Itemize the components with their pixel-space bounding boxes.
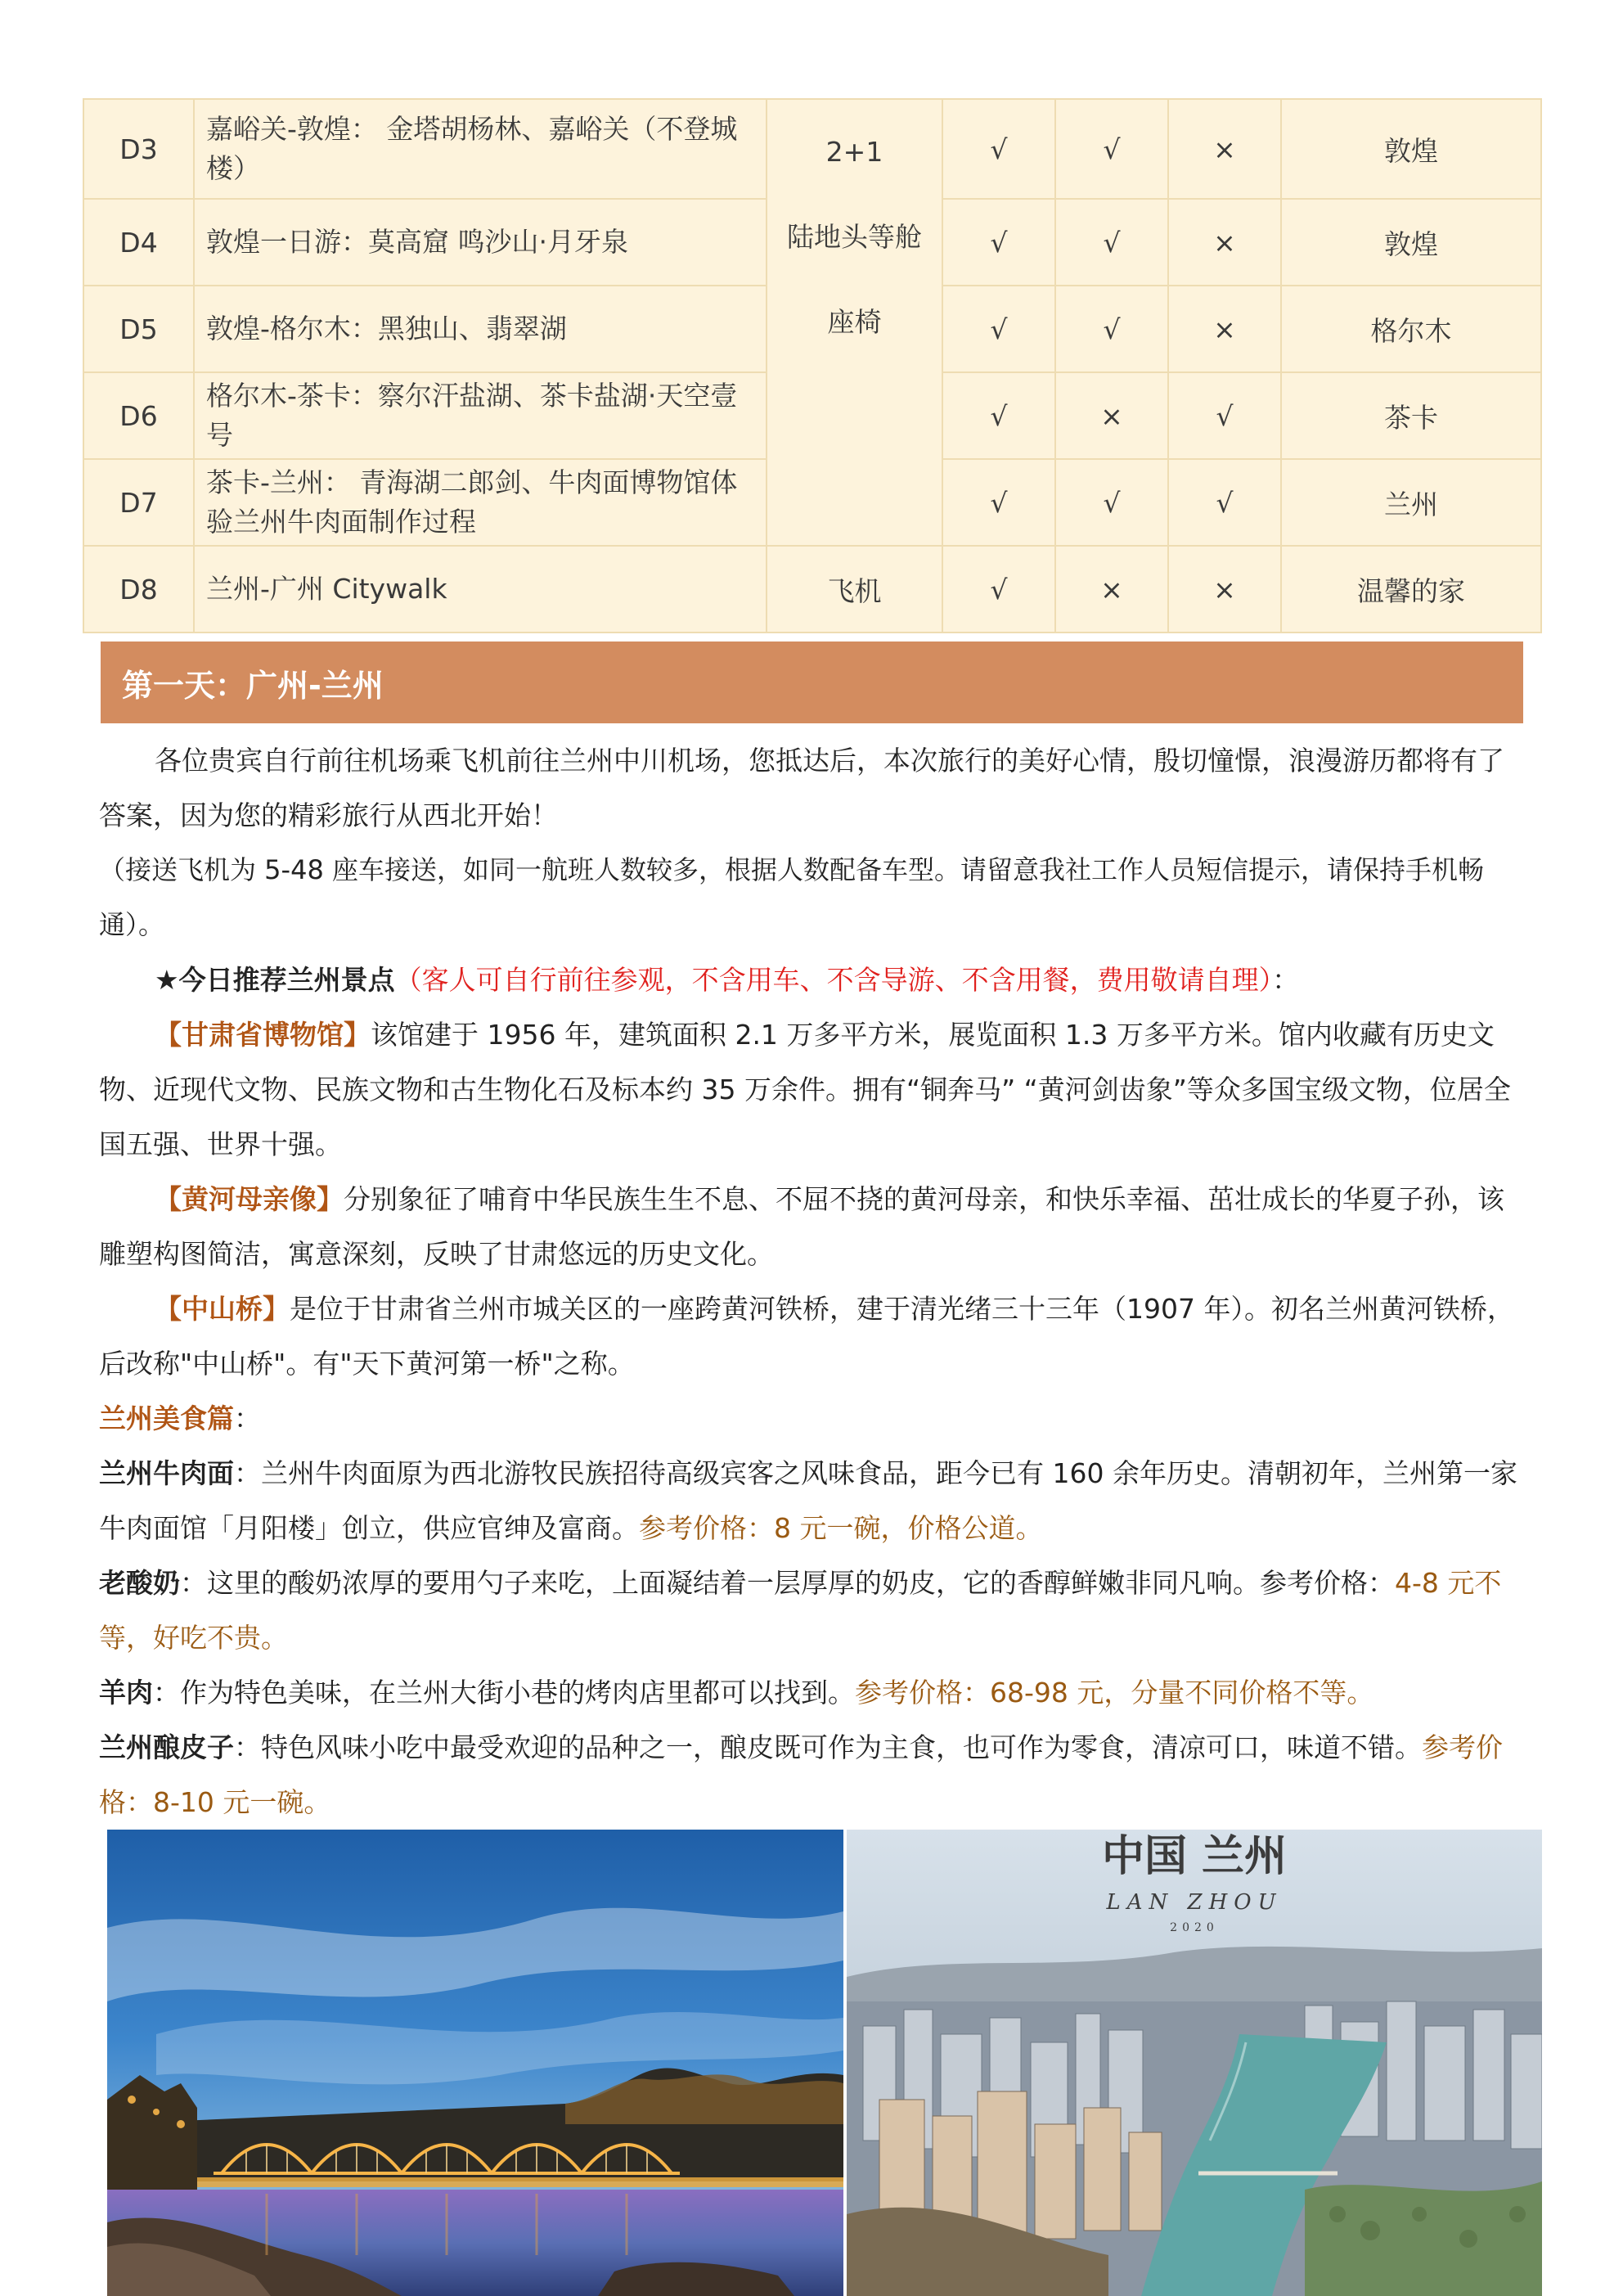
bridge-illustration [107,1830,843,2296]
meal-cell: √ [942,546,1055,633]
food-desc: ：兰州牛肉面原为西北游牧民族招待高级宾客之风味食品，距今已有 160 余年历史。清朝初年，兰州第一家牛肉面馆「月阳楼」创立，供应官绅及富商。 [99,1457,1517,1544]
stay-cell: 格尔木 [1281,286,1541,372]
food-title-line [99,1391,1526,1446]
day-title: 第一天：广州-兰州 [122,667,384,704]
food-name: 羊肉 [99,1677,153,1708]
intro-paragraph: 各位贵宾自行前往机场乘飞机前往兰州中川机场，您抵达后，本次旅行的美好心情，殷切憧憬，浪漫游历都将有了答案，因为您的精彩旅行从西北开始！ [99,745,1504,831]
day-cell: D4 [83,199,194,286]
route-cell: 敦煌一日游：莫高窟 鸣沙山·月牙泉 [194,199,767,286]
meal-cell: √ [1055,286,1168,372]
attraction-desc: 分别象征了哺育中华民族生生不息、不屈不挠的黄河母亲，和快乐幸福、茁壮成长的华夏子孙，该雕塑构图简洁，寓意深刻，反映了甘肃悠远的历史文化。 [99,1183,1504,1270]
day-cell: D8 [83,546,194,633]
route-cell: 茶卡-兰州： 青海湖二郎剑、牛肉面博物馆体验兰州牛肉面制作过程 [194,459,767,546]
meal-cell: × [1168,99,1281,199]
route-cell: 嘉峪关-敦煌： 金塔胡杨林、嘉峪关（不登城楼） [194,99,767,199]
transport-cell: 飞机 [767,546,942,633]
food-price: 参考价格：8 元一碗，价格公道。 [639,1512,1043,1544]
stay-cell: 温馨的家 [1281,546,1541,633]
food-name: 兰州牛肉面 [99,1457,234,1489]
photo-title: 中国 兰州 [1101,1831,1288,1881]
table-row [83,99,1541,199]
attraction-paragraph [99,1281,1526,1391]
meal-cell: √ [1055,459,1168,546]
meal-cell: √ [1055,199,1168,286]
attraction-name: 【黄河母亲像】 [155,1183,344,1215]
recommendation-label: ★今日推荐兰州景点 [155,964,395,996]
table-row [83,546,1541,633]
city-illustration [847,1830,1542,2296]
attraction-name: 【中山桥】 [155,1293,290,1325]
day-cell: D7 [83,459,194,546]
food-desc: ：作为特色美味，在兰州大街小巷的烤肉店里都可以找到。 [153,1677,855,1708]
stay-cell: 敦煌 [1281,99,1541,199]
lanzhou-city-photo [847,1830,1542,2296]
stay-cell: 兰州 [1281,459,1541,546]
food-item [99,1555,1526,1665]
transport-line: 陆地头等舱 [787,221,922,253]
meal-cell: √ [1168,459,1281,546]
day-content [99,733,1526,1830]
meal-cell: × [1168,199,1281,286]
route-cell: 格尔木-茶卡：察尔汗盐湖、茶卡盐湖·天空壹号 [194,372,767,459]
meal-cell: √ [942,372,1055,459]
recommendation-line [99,952,1526,1007]
food-item [99,1446,1526,1555]
meal-cell: × [1055,546,1168,633]
transport-cell [767,99,942,546]
food-name: 老酸奶 [99,1567,180,1599]
attraction-paragraph [99,1172,1526,1281]
food-item [99,1665,1526,1720]
itinerary-table [83,98,1542,633]
meal-cell: √ [942,286,1055,372]
stay-cell: 敦煌 [1281,199,1541,286]
food-desc: ：这里的酸奶浓厚的要用勺子来吃，上面凝结着一层厚厚的奶皮，它的香醇鲜嫩非同凡响。参考价格： [180,1567,1395,1599]
route-cell: 敦煌-格尔木：黑独山、翡翠湖 [194,286,767,372]
day-cell: D3 [83,99,194,199]
attraction-paragraph [99,1007,1526,1172]
attraction-name: 【甘肃省博物馆】 [155,1019,371,1051]
stay-cell: 茶卡 [1281,372,1541,459]
route-cell: 兰州-广州 Citywalk [194,546,767,633]
meal-cell: √ [1168,372,1281,459]
transport-line: 2+1 [825,136,883,168]
meal-cell: √ [942,459,1055,546]
bridge-night-photo [107,1830,843,2296]
photo-subtitle: LAN ZHOU [1106,1890,1283,1915]
day-cell: D5 [83,286,194,372]
food-price: 4-8 元不等，好吃不贵。 [99,1567,1502,1654]
meal-cell: × [1055,372,1168,459]
meal-cell: √ [942,199,1055,286]
meal-cell: × [1168,546,1281,633]
transport-line: 座椅 [827,306,882,338]
food-item [99,1720,1526,1830]
food-name: 兰州酿皮子 [99,1731,234,1763]
food-desc: ：特色风味小吃中最受欢迎的品种之一，酿皮既可作为主食，也可作为零食，清凉可口，味道不错。 [234,1731,1422,1763]
attraction-desc: 是位于甘肃省兰州市城关区的一座跨黄河铁桥，建于清光绪三十三年（1907 年）。初名兰州黄河铁桥，后改称"中山桥"。有"天下黄河第一桥"之称。 [99,1293,1514,1380]
food-price: 参考价格：68-98 元，分量不同价格不等。 [855,1677,1374,1708]
meal-cell: √ [1055,99,1168,199]
attraction-desc: 该馆建于 1956 年，建筑面积 2.1 万多平方米，展览面积 1.3 万多平方米。馆内收藏有历史文物、近现代文物、民族文物和古生物化石及标本约 35 万余件。拥有“铜奔马” “黄河剑齿象”等众多国宝级文物，位居全国五强、世界十强。 [99,1019,1511,1160]
recommendation-note: （客人可自行前往参观，不含用车、不含导游、不含用餐，费用敬请自理） [394,964,1273,996]
transfer-note: （接送飞机为 5-48 座车接送，如同一航班人数较多，根据人数配备车型。请留意我社工作人员短信提示，请保持手机畅通）。 [99,854,1484,940]
food-title-colon: ： [234,1402,261,1434]
day-header [101,642,1523,723]
food-price: 参考价格：8-10 元一碗。 [99,1731,1503,1818]
day-cell: D6 [83,372,194,459]
recommendation-colon: ： [1272,964,1300,996]
photo-year: 2020 [1170,1921,1219,1934]
food-section-title: 兰州美食篇 [99,1402,234,1434]
meal-cell: × [1168,286,1281,372]
meal-cell: √ [942,99,1055,199]
